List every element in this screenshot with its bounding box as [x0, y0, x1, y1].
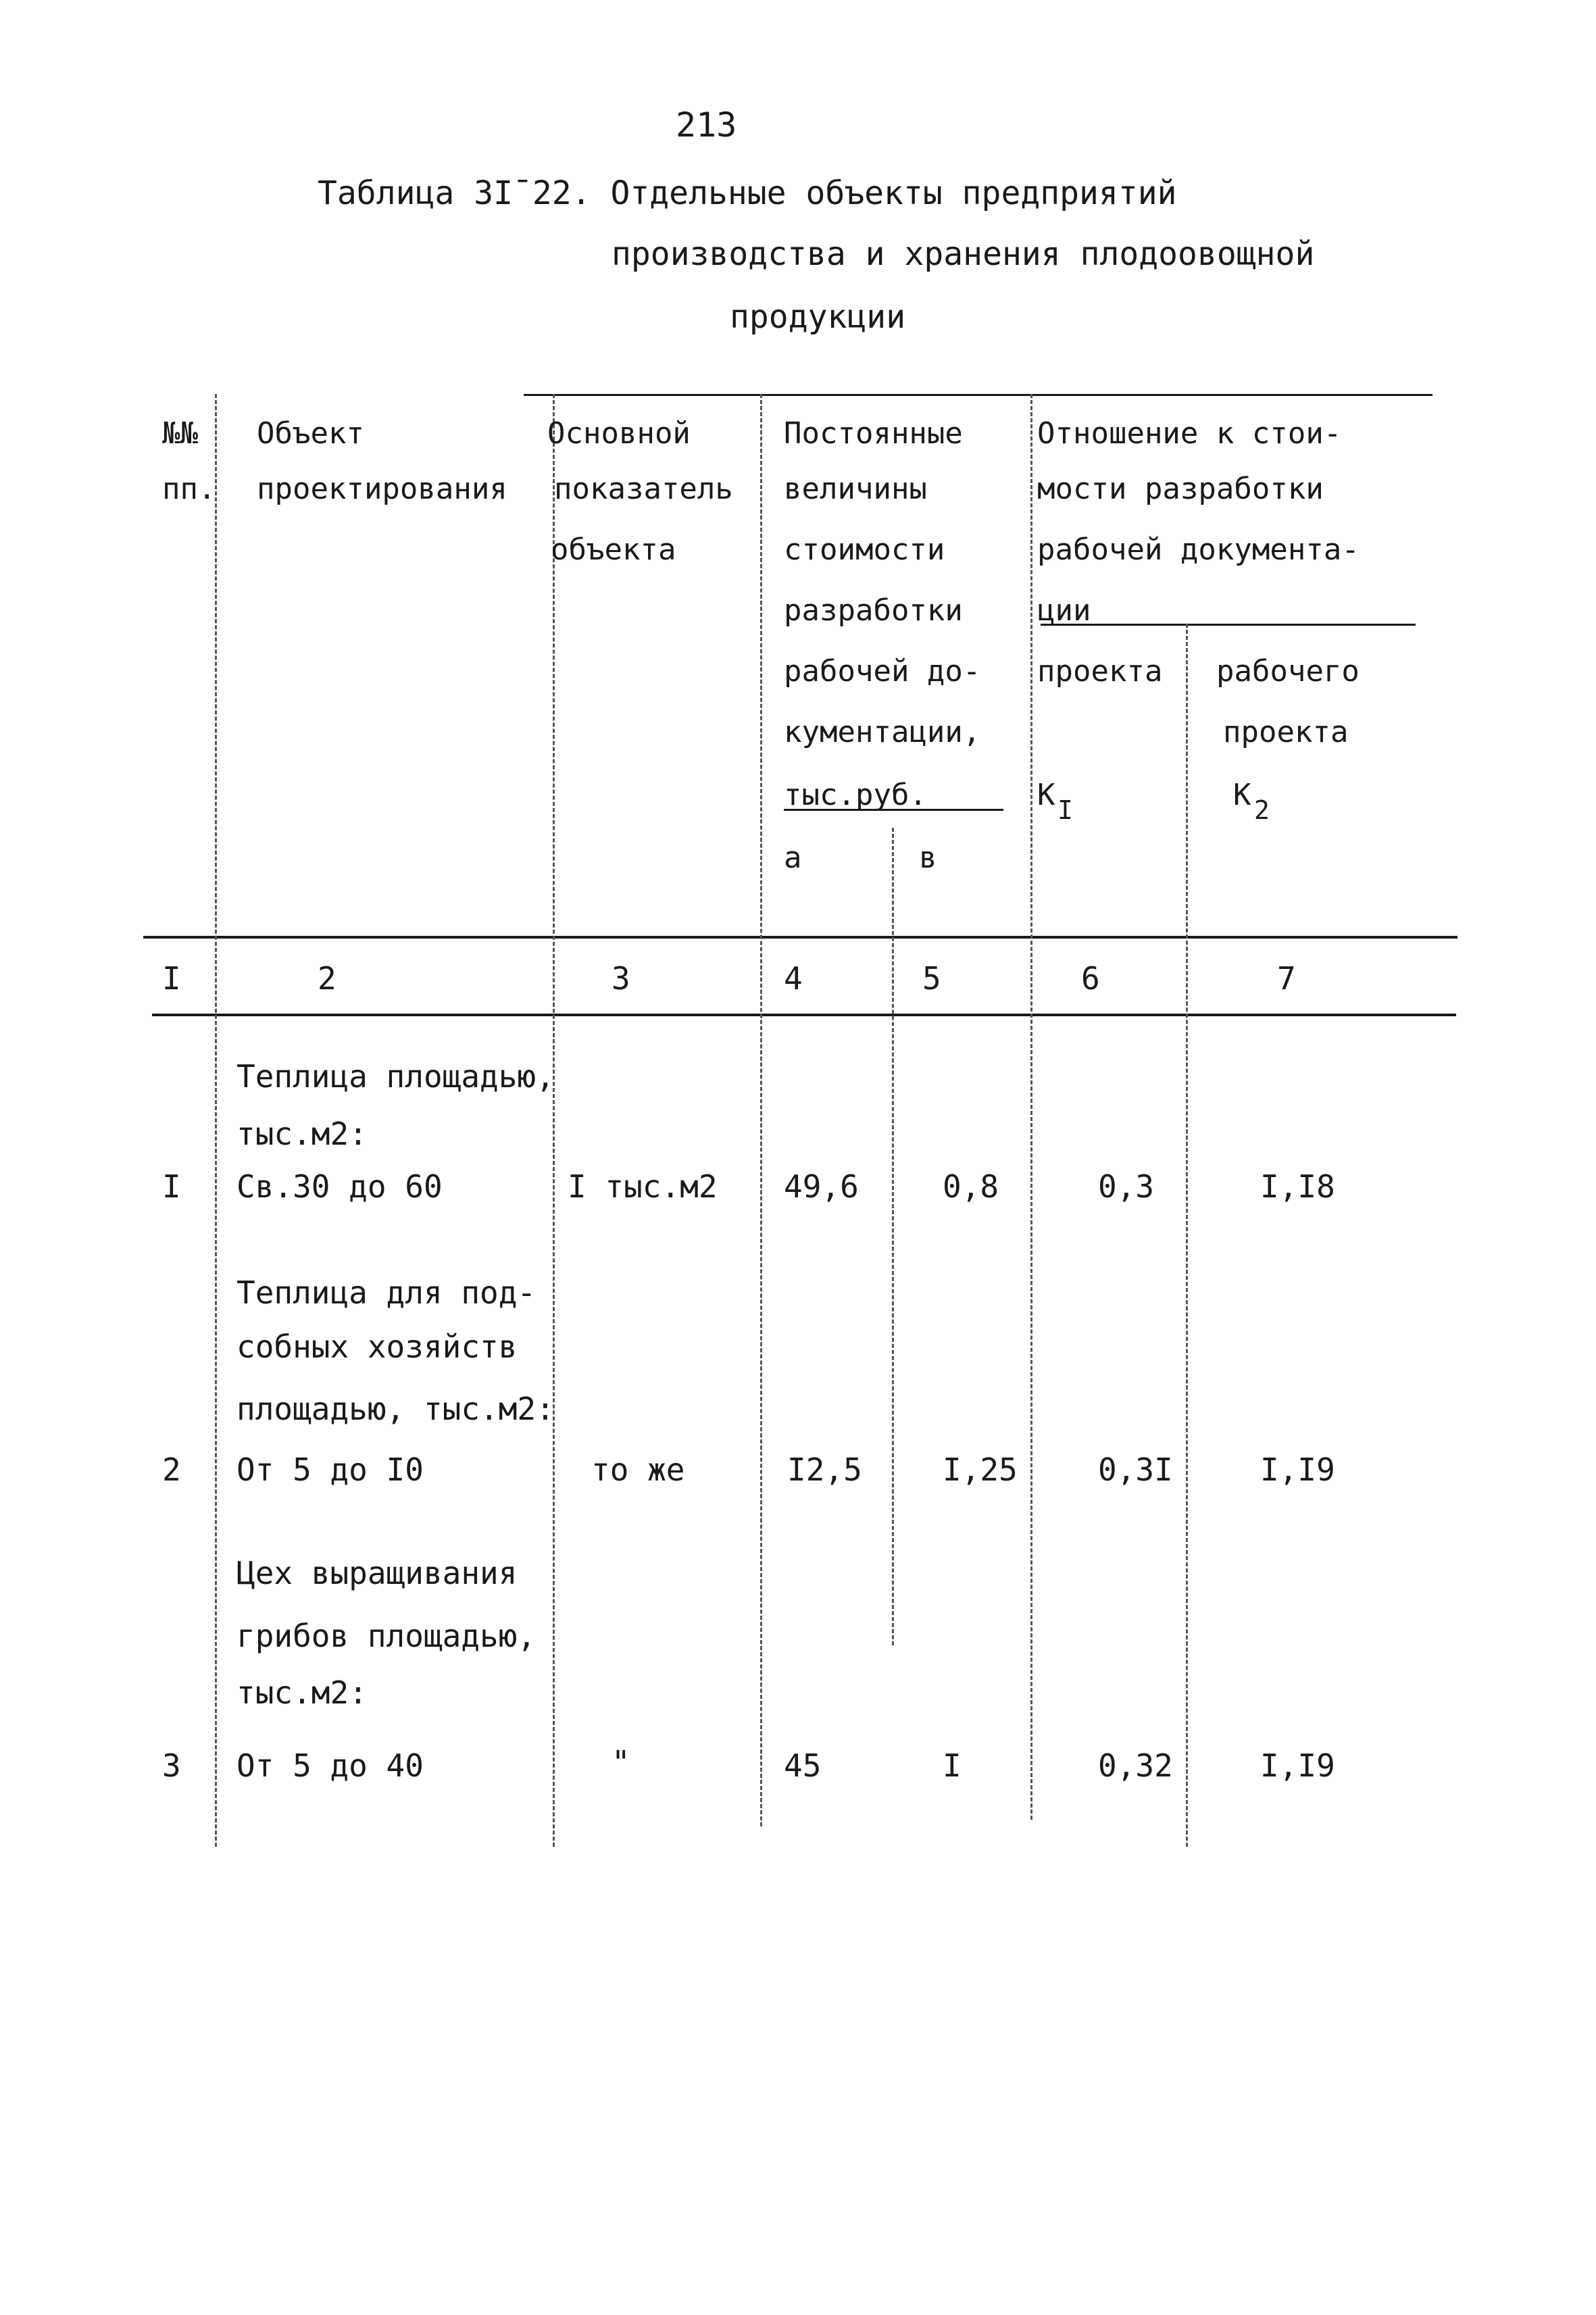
row3-k2: I,I9	[1260, 1747, 1335, 1784]
column-number-3: 3	[612, 960, 630, 997]
header-cost-line7: тыс.руб.	[784, 778, 927, 812]
header-sub-b: в	[919, 841, 937, 875]
header-bottom-rule	[143, 936, 1457, 939]
header-num-line1: №№	[162, 416, 198, 451]
row2-item: От 5 до I0	[236, 1451, 424, 1488]
row3-name-line3: тыс.м2:	[236, 1674, 368, 1711]
page-number: 213	[676, 105, 737, 145]
row3-value-a: 45	[784, 1747, 822, 1784]
header-ratio-line1: Отношение к стои-	[1037, 416, 1342, 451]
column-number-4: 4	[784, 960, 803, 997]
header-indicator-line1: Основной	[547, 416, 691, 451]
row1-name-line2: тыс.м2:	[236, 1116, 368, 1152]
k-subheader-rule	[1041, 624, 1416, 626]
table-title-line-2: производства и хранения плодоовощной	[612, 235, 1315, 273]
column-number-6: 6	[1081, 960, 1100, 997]
row3-number: 3	[162, 1747, 181, 1784]
header-cost-line2: величины	[784, 472, 927, 506]
header-k1-subscript: I	[1057, 795, 1073, 825]
row3-k1: 0,32	[1098, 1747, 1173, 1784]
row1-item: Св.30 до 60	[236, 1168, 443, 1205]
header-ratio-line4: ции	[1037, 593, 1091, 628]
row2-name-line2: собных хозяйств	[236, 1328, 518, 1365]
header-object-line1: Объект	[257, 416, 364, 451]
row3-item: От 5 до 40	[236, 1747, 424, 1784]
header-cost-line3: стоимости	[784, 532, 945, 567]
header-k1-symbol: K	[1037, 778, 1055, 812]
header-k1-label: проекта	[1037, 654, 1163, 689]
column-number-2: 2	[318, 960, 336, 997]
header-cost-line5: рабочей до-	[784, 654, 981, 689]
row2-name-line3: площадью, тыс.м2:	[236, 1391, 555, 1427]
divider-col6	[1186, 624, 1188, 1847]
header-ratio-line2: мости разработки	[1037, 472, 1324, 506]
table-top-rule	[524, 394, 1432, 396]
header-num-line2: пп.	[162, 472, 216, 506]
row1-number: I	[162, 1168, 181, 1205]
row3-name-line2: грибов площадью,	[236, 1618, 537, 1654]
row2-value-b: I,25	[943, 1451, 1018, 1488]
header-cost-line6: кументации,	[784, 715, 981, 749]
row1-k1: 0,3	[1098, 1168, 1155, 1205]
row2-indicator: то же	[591, 1451, 685, 1488]
row3-name-line1: Цех выращивания	[236, 1555, 518, 1591]
header-k2-symbol: K	[1233, 778, 1251, 812]
row2-k1: 0,3I	[1098, 1451, 1173, 1488]
header-cost-line1: Постоянные	[784, 416, 963, 451]
column-numbers-rule	[152, 1014, 1456, 1016]
header-k2-label-line1: рабочего	[1216, 654, 1360, 689]
header-sub-a: а	[784, 841, 802, 875]
header-indicator-line3: объекта	[551, 532, 676, 567]
row3-indicator: "	[612, 1744, 630, 1781]
row1-k2: I,I8	[1260, 1168, 1335, 1205]
row2-name-line1: Теплица для под-	[236, 1274, 537, 1311]
header-indicator-line2: показатель	[554, 472, 733, 506]
table-title-line-3: продукции	[730, 298, 906, 336]
row2-number: 2	[162, 1451, 181, 1488]
row2-k2: I,I9	[1260, 1451, 1335, 1488]
header-object-line2: проектирования	[257, 472, 507, 506]
divider-col5	[1030, 394, 1032, 1820]
divider-col2	[553, 394, 555, 1847]
row1-value-a: 49,6	[784, 1168, 859, 1205]
row1-name-line1: Теплица площадью,	[236, 1058, 555, 1095]
column-number-7: 7	[1277, 960, 1296, 997]
row1-indicator: I тыс.м2	[568, 1168, 718, 1205]
divider-col1	[215, 394, 217, 1847]
header-k2-label-line2: проекта	[1223, 715, 1349, 749]
column-number-1: I	[162, 960, 181, 997]
header-cost-line4: разработки	[784, 593, 963, 628]
row1-value-b: 0,8	[943, 1168, 999, 1205]
column-number-5: 5	[922, 960, 941, 997]
row3-value-b: I	[943, 1747, 962, 1784]
header-ratio-line3: рабочей документа-	[1037, 532, 1360, 567]
row2-value-a: I2,5	[787, 1451, 862, 1488]
header-k2-subscript: 2	[1254, 795, 1270, 825]
divider-col4	[892, 828, 894, 1645]
divider-col3	[760, 394, 762, 1826]
table-title-line-1: Таблица 3I¯22. Отдельные объекты предприятий	[318, 174, 1177, 212]
